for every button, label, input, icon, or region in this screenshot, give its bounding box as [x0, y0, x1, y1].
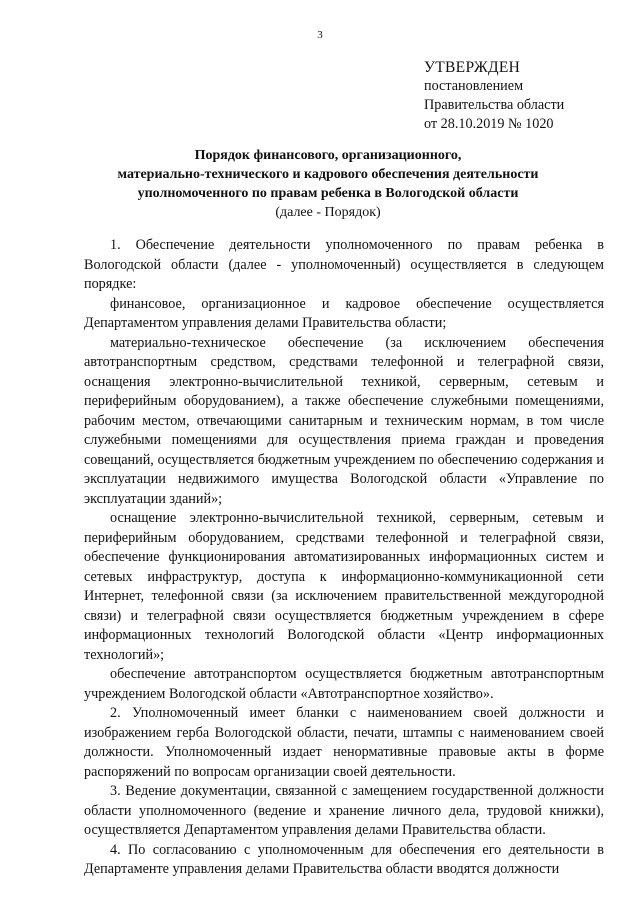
- paragraph: 4. По согласованию с уполномоченным для обеспечения его деятельности в Департаменте управления делами Правительства области вводятся должности: [84, 841, 604, 877]
- title-line-2: материально-технического и кадрового обеспечения деятельности: [117, 167, 539, 182]
- paragraph: материально-техническое обеспечение (за исключением обеспечения автотранспортным средством, средствами телефонной и телеграфной связи, оснащения электронно-вычислительной техникой, серверным, сетевым и периферийным оборудованием), а также обеспечение служебными помещениями, рабочим местом, отвечающими санитарным и техническим нормам, в том числе служебными помещениями для осуществления приема граждан и проведения совещаний, осуществляется бюджетным учреждением по обеспечению содержания и эксплуатации недвижимого имущества Вологодской области «Управление по эксплуатации зданий»;: [84, 334, 604, 507]
- document-body: [84, 236, 604, 880]
- paragraph: 1. Обеспечение деятельности уполномоченного по правам ребенка в Вологодской области (далее - уполномоченный) осуществляется в следующем порядке:: [84, 237, 604, 292]
- paragraph: обеспечение автотранспортом осуществляется бюджетным автотранспортным учреждением Вологодской области «Автотранспортное хозяйство».: [84, 666, 604, 702]
- paragraph: 3. Ведение документации, связанной с замещением государственной должности области уполномоченного (ведение и хранение личного дела, трудовой книжки), осуществляется Департаментом управления делами Правительства области.: [84, 783, 604, 838]
- paragraph: оснащение электронно-вычислительной техникой, серверным, сетевым и периферийным оборудованием, средствами телефонной и телеграфной связи, обеспечение функционирования автоматизированных информационных систем и сетевых инфраструктур, доступа к информационно-коммуникационной сети Интернет, телефонной связи (за исключением правительственной междугородной связи) и телеграфной связи осуществляется бюджетным учреждением в сфере информационных технологий Вологодской области «Центр информационных технологий»;: [84, 510, 604, 663]
- paragraph: 2. Уполномоченный имеет бланки с наименованием своей должности и изображением герба Вологодской области, печати, штампы с наименованием своей должности. Уполномоченный издает ненормативные правовые акты в форме распоряжений по вопросам организации своей деятельности.: [84, 705, 604, 780]
- approval-line-1: постановлением: [424, 78, 524, 94]
- approval-line-3: от 28.10.2019 № 1020: [424, 116, 554, 132]
- page-number: 3: [317, 29, 323, 41]
- title-line-1: Порядок финансового, организационного,: [194, 148, 462, 163]
- title-line-3: уполномоченного по правам ребенка в Вологодской области: [137, 186, 519, 201]
- title-line-4: (далее - Порядок): [275, 205, 381, 220]
- approval-line-2: Правительства области: [424, 97, 565, 113]
- approval-block: [424, 58, 634, 134]
- paragraph: финансовое, организационное и кадровое обеспечение осуществляется Департаментом управления делами Правительства области;: [84, 295, 604, 331]
- approval-status: УТВЕРЖДЕН: [424, 59, 521, 76]
- document-title: [40, 146, 616, 222]
